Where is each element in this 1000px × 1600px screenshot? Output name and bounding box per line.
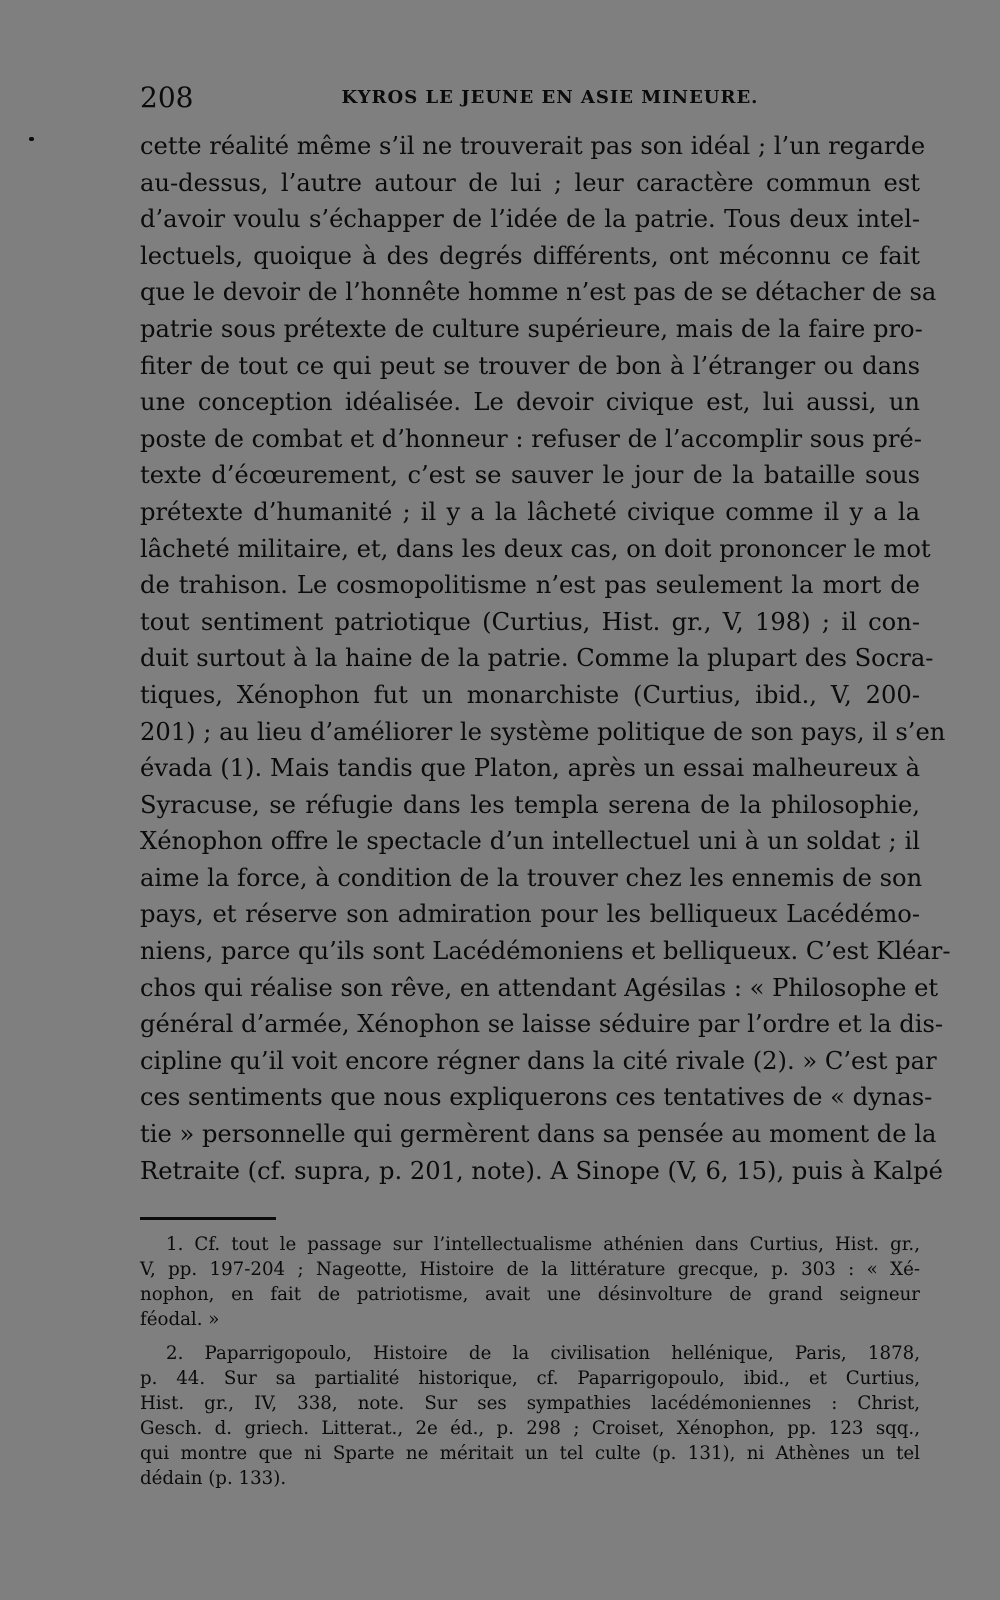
footnote-line: 2. Paparrigopoulo, Histoire de la civilisation hellénique, Paris, 1878, [166,1343,920,1364]
footnote-2 [140,1341,920,1491]
body-line: lâcheté militaire, et, dans les deux cas, on doit prononcer le mot [140,534,931,563]
body-line: Xénophon offre le spectacle d’un intellectuel uni à un soldat ; il [140,827,920,856]
footnote-line: Gesch. d. griech. Litterat., 2e éd., p. 298 ; Croiset, Xénophon, pp. 123 sqq., [140,1418,920,1439]
body-line: prétexte d’humanité ; il y a la lâcheté civique comme il y a la [140,497,920,526]
body-line: texte d’écœurement, c’est se sauver le jour de la bataille sous [140,461,920,490]
page-number: 208 [140,81,194,114]
body-line: 201) ; au lieu d’améliorer le système politique de son pays, il s’en [140,717,946,746]
body-line: tiques, Xénophon fut un monarchiste (Curtius, ibid., V, 200- [140,680,920,709]
footnote-line: féodal. » [140,1309,220,1330]
body-line: aime la force, à condition de la trouver chez les ennemis de son [140,863,923,892]
body-line: chos qui réalise son rêve, en attendant Agésilas : « Philosophe et [140,973,939,1002]
footnote-separator [140,1217,276,1220]
body-line: duit surtout à la haine de la patrie. Comme la plupart des Socra- [140,644,934,673]
body-line: tout sentiment patriotique (Curtius, Hist. gr., V, 198) ; il con- [140,607,920,636]
body-line: poste de combat et d’honneur : refuser de l’accomplir sous pré- [140,424,922,453]
margin-speck [29,137,34,141]
running-head: KYROS LE JEUNE EN ASIE MINEURE. [341,87,759,108]
footnote-line: 1. Cf. tout le passage sur l’intellectualisme athénien dans Curtius, Hist. gr., [166,1234,920,1255]
footnote-line: Hist. gr., IV, 338, note. Sur ses sympathies lacédémoniennes : Christ, [140,1393,920,1414]
footnote-line: V, pp. 197-204 ; Nageotte, Histoire de la littérature grecque, p. 303 : « Xé- [140,1259,920,1280]
page-header [140,78,920,118]
body-line: cette réalité même s’il ne trouverait pas son idéal ; l’un regarde [140,132,926,160]
body-line: général d’armée, Xénophon se laisse séduire par l’ordre et la dis- [140,1010,944,1039]
body-line: Retraite (cf. supra, p. 201, note). A Sinope (V, 6, 15), puis à Kalpé [140,1156,943,1185]
body-line: niens, parce qu’ils sont Lacédémoniens et belliqueux. C’est Kléar- [140,937,951,966]
body-line: patrie sous prétexte de culture supérieure, mais de la faire pro- [140,314,923,343]
footnotes [140,1232,920,1500]
body-line: ces sentiments que nous expliquerons ces tentatives de « dynas- [140,1083,933,1112]
footnote-line: nophon, en fait de patriotisme, avait une désinvolture de grand seigneur [140,1284,920,1305]
body-line: que le devoir de l’honnête homme n’est pas de se détacher de sa [140,278,937,307]
body-line: tie » personnelle qui germèrent dans sa pensée au moment de la [140,1120,937,1149]
body-line: évada (1). Mais tandis que Platon, après un essai malheureux à [140,754,920,783]
body-line: Syracuse, se réfugie dans les templa serena de la philosophie, [140,790,920,819]
body-text [140,128,951,1189]
body-line: de trahison. Le cosmopolitisme n’est pas seulement la mort de [140,571,920,600]
body-line: une conception idéalisée. Le devoir civique est, lui aussi, un [140,388,920,417]
footnote-1 [140,1232,920,1332]
body-line: cipline qu’il voit encore régner dans la cité rivale (2). » C’est par [140,1046,937,1075]
footnote-line: qui montre que ni Sparte ne méritait un tel culte (p. 131), ni Athènes un tel [140,1443,920,1464]
body-line: fiter de tout ce qui peut se trouver de bon à l’étranger ou dans [140,351,920,380]
body-line: d’avoir voulu s’échapper de l’idée de la patrie. Tous deux intel- [140,205,920,234]
body-line: au-dessus, l’autre autour de lui ; leur caractère commun est [140,168,920,197]
body-line: pays, et réserve son admiration pour les belliqueux Lacédémo- [140,900,920,929]
footnote-line: p. 44. Sur sa partialité historique, cf. Paparrigopoulo, ibid., et Curtius, [140,1368,920,1389]
footnote-line: dédain (p. 133). [140,1468,287,1489]
body-line: lectuels, quoique à des degrés différents, ont méconnu ce fait [140,241,920,270]
